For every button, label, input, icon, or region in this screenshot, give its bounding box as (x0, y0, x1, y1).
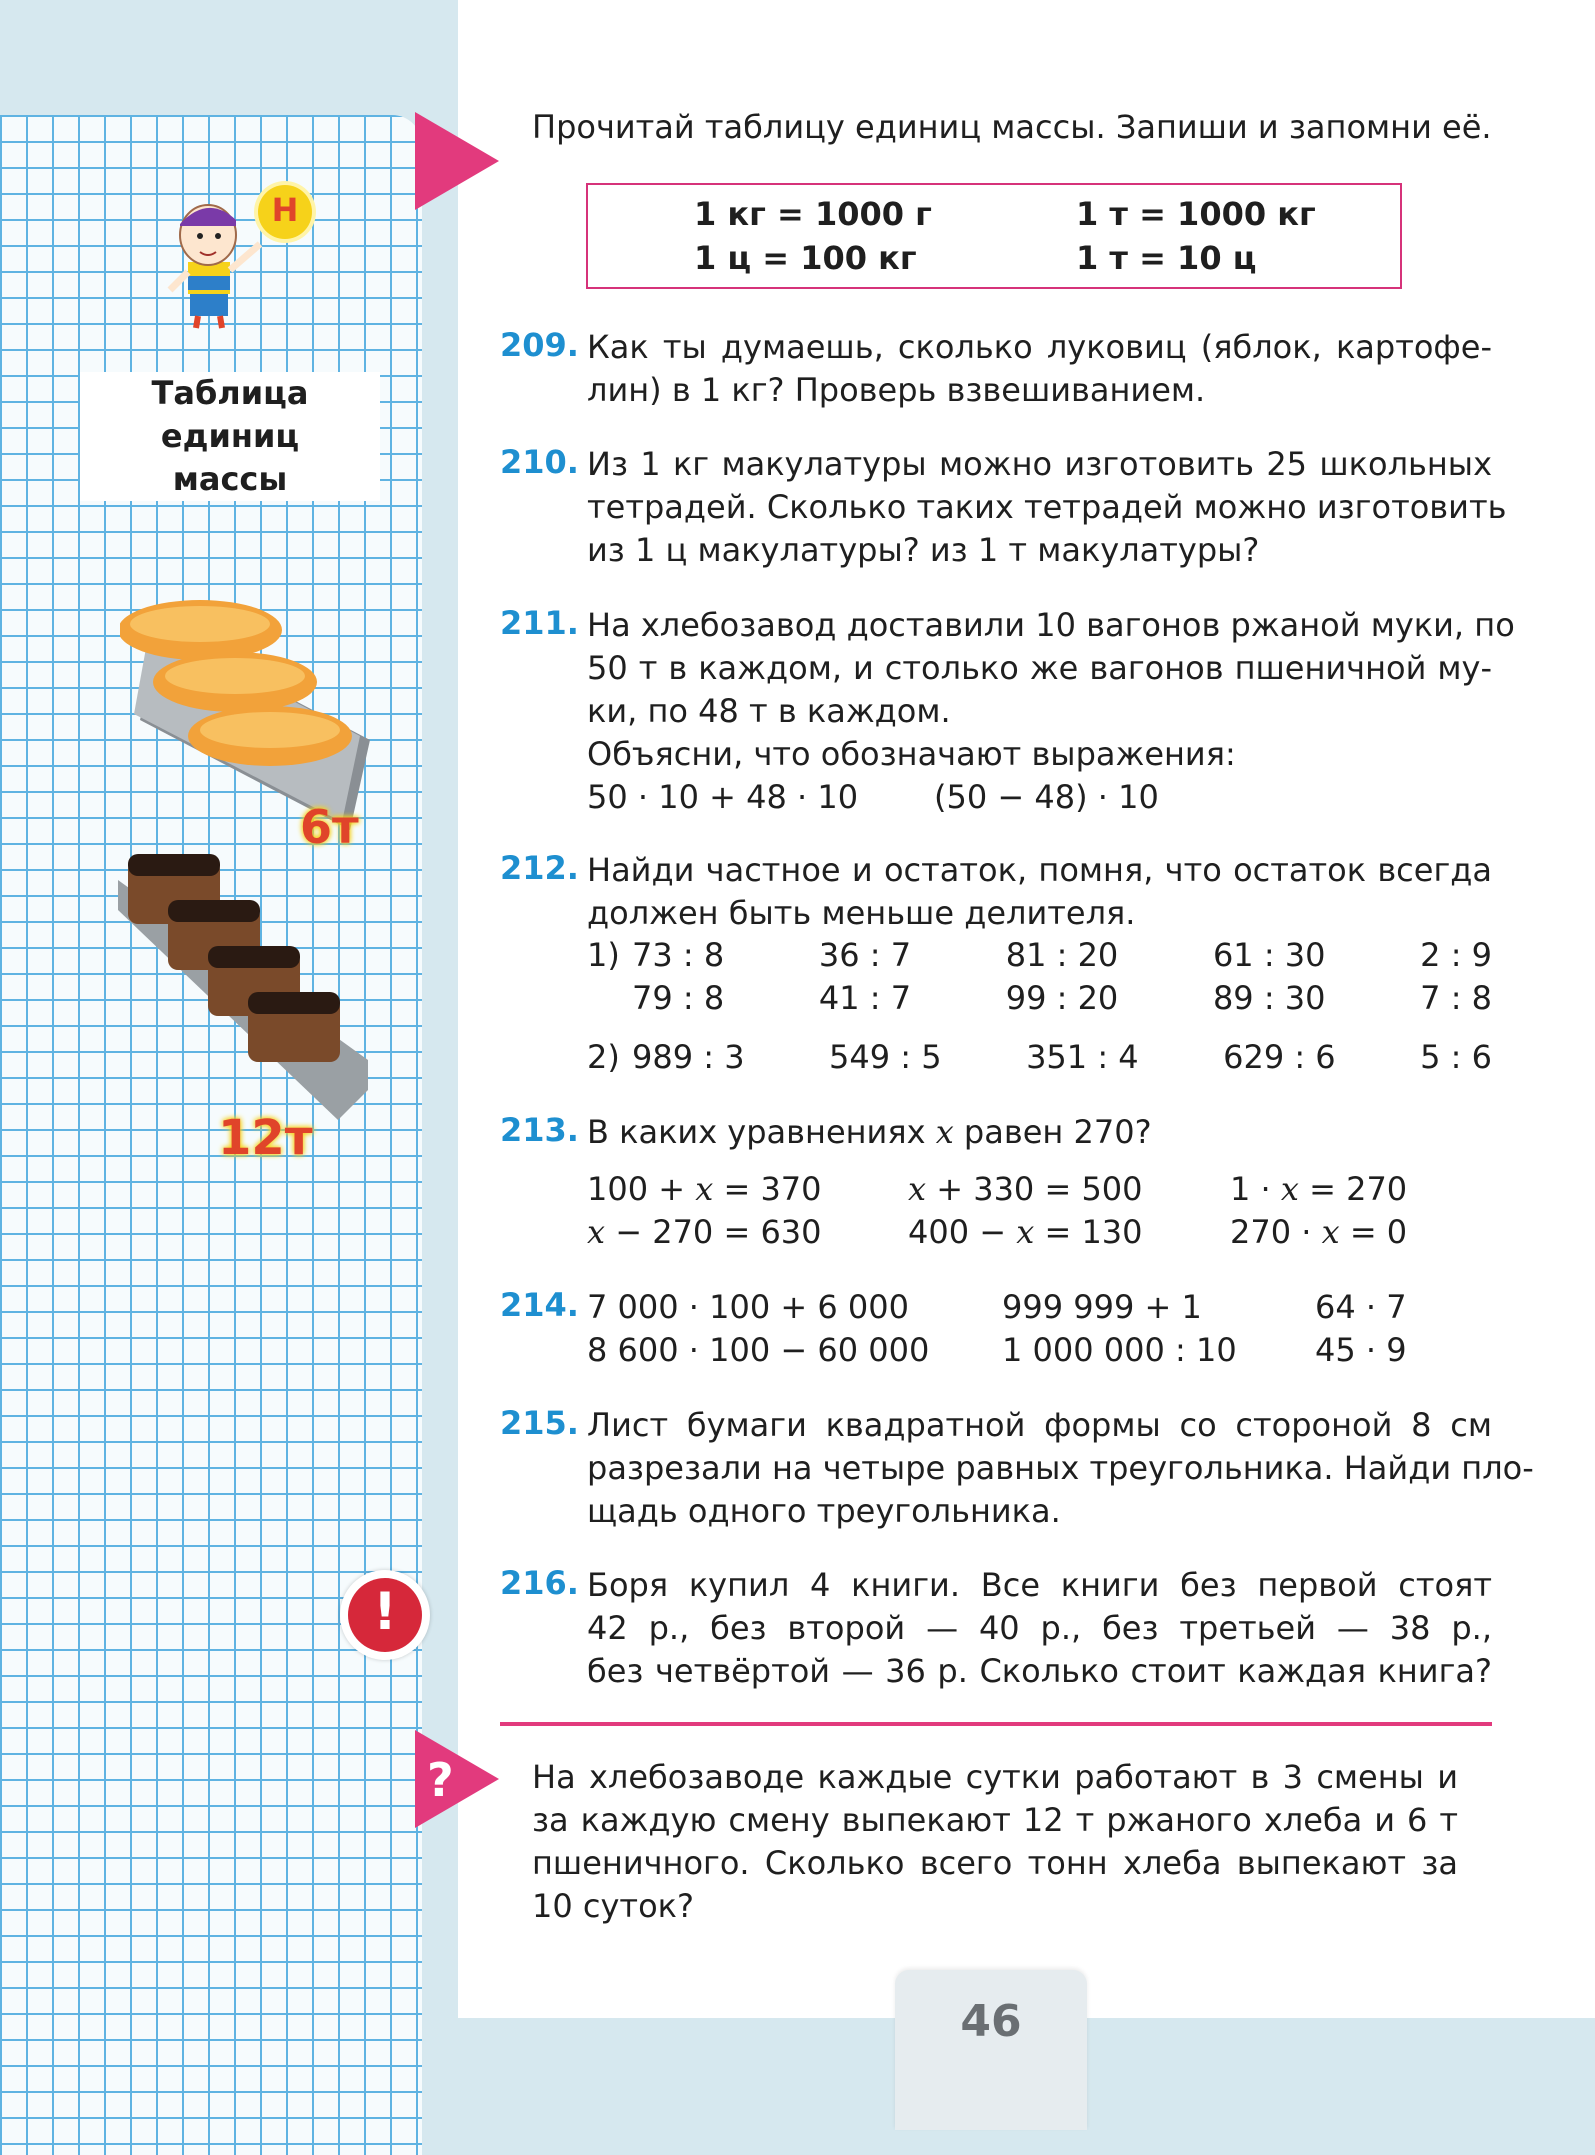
equation-4: x − 270 = 630 (587, 1213, 822, 1251)
divider-line (500, 1722, 1492, 1726)
question-text: На хлебозаводе каждые сутки работают в 3 смены и за каждую смену выпекают 12 т ржаного хлеба и 6 т пшеничного. Сколько всего тонн хлеба выпекают за 10 суток? (532, 1758, 1458, 1925)
sidebar-title (80, 372, 380, 501)
task-216-number: 216. (500, 1564, 579, 1602)
badge-letter: Н (271, 191, 299, 229)
task-212-row-2: 79 : 8 41 : 7 99 : 20 89 : 30 7 : 8 (632, 979, 1492, 1017)
task-211-expression-1: 50 · 10 + 48 · 10 (587, 778, 859, 816)
sidebar-title-line2: массы (172, 460, 288, 498)
task-211-number: 211. (500, 604, 579, 642)
label-12t: 12т (218, 1110, 313, 1166)
task-214-number: 214. (500, 1286, 579, 1324)
task-212-row-3: 989 : 3 549 : 5 351 : 4 629 : 6 5 : 6 (632, 1038, 1492, 1076)
task-209-text: Как ты думаешь, сколько луковиц (яблок, картофе- лин) в 1 кг? Проверь взвешиванием. (587, 328, 1492, 409)
task-213-question: В каких уравнениях x равен 270? (587, 1113, 1152, 1151)
task-211-expression-2: (50 − 48) · 10 (934, 778, 1159, 816)
mass-kg-g: 1 кг = 1000 г (694, 195, 932, 233)
task-213-number: 213. (500, 1111, 579, 1149)
equation-5: 400 − x = 130 (908, 1213, 1143, 1251)
equation-6: 270 · x = 0 (1230, 1213, 1408, 1251)
task-209-number: 209. (500, 326, 579, 364)
task-212-label-2: 2) (587, 1038, 620, 1076)
equation-3: 1 · x = 270 (1230, 1170, 1408, 1208)
letter-badge (258, 185, 312, 239)
intro-text: Прочитай таблицу единиц массы. Запиши и запомни её. (532, 108, 1492, 146)
task-212-number: 212. (500, 849, 579, 887)
mass-table (586, 183, 1402, 289)
question-marker-icon (415, 1730, 500, 1828)
task-212-label-1: 1) (587, 936, 620, 974)
task-214-b2: 1 000 000 : 10 (1002, 1331, 1237, 1369)
page-number: 46 (960, 1996, 1022, 2047)
task-214-c1: 64 · 7 (1315, 1288, 1407, 1326)
task-214-a1: 7 000 · 100 + 6 000 (587, 1288, 909, 1326)
white-bread-icon (120, 590, 380, 830)
label-6t: 6т (300, 800, 359, 854)
warning-icon (340, 1570, 430, 1660)
task-211-text: На хлебозавод доставили 10 вагонов ржаной муки, по 50 т в каждом, и столько же вагонов пшеничной му- ки, по 48 т в каждом. Объясни, что обозначают выражения: (587, 606, 1515, 773)
sidebar-title-line1: Таблица единиц (151, 374, 309, 455)
mass-c-kg: 1 ц = 100 кг (694, 239, 917, 277)
equation-1: 100 + x = 370 (587, 1170, 822, 1208)
mass-t-c: 1 т = 10 ц (1076, 239, 1257, 277)
task-212-text: Найди частное и остаток, помня, что остаток всегда должен быть меньше делителя. (587, 851, 1492, 932)
task-215-text: Лист бумаги квадратной формы со стороной 8 см разрезали на четыре равных треугольника. Найди пло- щадь одного треугольника. (587, 1406, 1534, 1530)
task-214-b1: 999 999 + 1 (1002, 1288, 1202, 1326)
equation-2: x + 330 = 500 (908, 1170, 1143, 1208)
task-210-number: 210. (500, 443, 579, 481)
task-210-text: Из 1 кг макулатуры можно изготовить 25 школьных тетрадей. Сколько таких тетрадей можно изготовить из 1 ц макулатуры? из 1 т макулатуры? (587, 445, 1507, 569)
page-tab (895, 1970, 1087, 2130)
mass-t-kg: 1 т = 1000 кг (1076, 195, 1316, 233)
question-badge-text: ? (427, 1753, 454, 1807)
intro-marker-icon (415, 112, 500, 210)
task-212-row-1: 73 : 8 36 : 7 81 : 20 61 : 30 2 : 9 (632, 936, 1492, 974)
task-215-number: 215. (500, 1404, 579, 1442)
warning-badge-text: ! (373, 1582, 397, 1642)
task-216-text: Боря купил 4 книги. Все книги без первой стоят 42 р., без второй — 40 р., без третьей — 38 р., без четвёртой — 36 р. Сколько стоит каждая книга? (587, 1566, 1492, 1690)
task-214-c2: 45 · 9 (1315, 1331, 1407, 1369)
task-214-a2: 8 600 · 100 − 60 000 (587, 1331, 930, 1369)
rye-bread-icon (108, 840, 388, 1130)
